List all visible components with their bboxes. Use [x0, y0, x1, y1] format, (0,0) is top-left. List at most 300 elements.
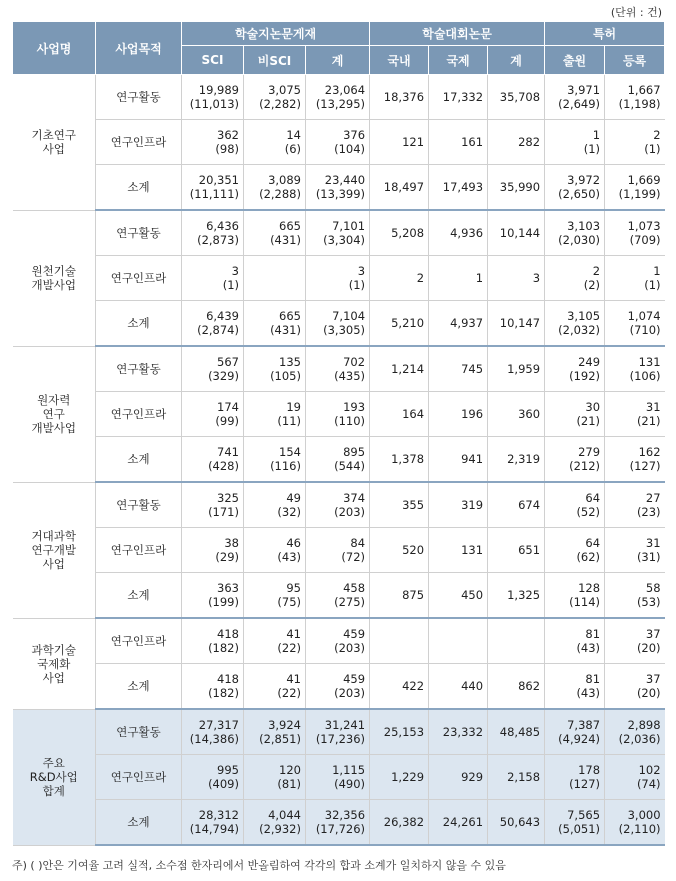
sci-value: 363	[217, 581, 239, 595]
register-value: 131	[638, 355, 661, 369]
purpose-cell: 소계	[96, 165, 182, 211]
bisci-contribution: (2,851)	[259, 732, 301, 746]
purpose-cell: 소계	[96, 573, 182, 619]
apply-cell	[545, 437, 605, 483]
conference-total-cell: 862	[488, 664, 545, 710]
purpose-cell: 연구활동	[96, 709, 182, 755]
table-row	[13, 437, 665, 483]
international-cell: 196	[429, 392, 488, 437]
journal-total-contribution: (3,305)	[323, 323, 366, 337]
bisci-contribution: (116)	[270, 459, 301, 473]
bisci-contribution: (431)	[270, 233, 301, 247]
unit-label: (단위 : 건)	[610, 6, 662, 19]
register-value: 2,898	[627, 718, 661, 732]
bisci-contribution: (43)	[277, 550, 301, 564]
register-contribution: (1,199)	[618, 187, 661, 201]
apply-cell	[545, 528, 605, 573]
journal-total-cell	[306, 528, 370, 573]
domestic-cell: 520	[370, 528, 429, 573]
bisci-contribution: (22)	[277, 686, 301, 700]
purpose-cell: 연구활동	[96, 482, 182, 528]
sci-contribution: (14,794)	[189, 822, 239, 836]
journal-total-cell	[306, 392, 370, 437]
conference-total-cell: 48,485	[488, 709, 545, 755]
bisci-contribution: (2,282)	[259, 97, 301, 111]
journal-total-value: 7,101	[332, 219, 366, 233]
apply-value: 128	[578, 581, 601, 595]
register-value: 1	[653, 264, 661, 278]
apply-cell	[545, 755, 605, 800]
register-cell	[605, 573, 665, 619]
apply-contribution: (43)	[576, 686, 601, 700]
business-name-line: 연구개발	[31, 543, 76, 557]
register-value: 31	[645, 400, 661, 414]
register-cell	[605, 346, 665, 392]
journal-total-value: 3	[357, 264, 366, 278]
header-domestic: 국내	[370, 46, 429, 75]
conference-total-cell: 10,147	[488, 301, 545, 347]
journal-total-contribution: (17,236)	[315, 732, 366, 746]
register-cell	[605, 528, 665, 573]
apply-value: 7,387	[567, 718, 601, 732]
table-row	[13, 256, 665, 301]
business-name-line: 거대과학	[31, 529, 76, 543]
business-name-line: 합계	[42, 784, 65, 798]
international-cell: 745	[429, 346, 488, 392]
register-cell	[605, 755, 665, 800]
bisci-cell	[244, 165, 306, 211]
apply-value: 178	[578, 763, 601, 777]
apply-cell	[545, 709, 605, 755]
domestic-cell: 1,214	[370, 346, 429, 392]
register-value: 37	[645, 627, 661, 641]
table-row	[13, 755, 665, 800]
conference-total-cell: 651	[488, 528, 545, 573]
table-body	[13, 75, 665, 846]
domestic-cell: 1,229	[370, 755, 429, 800]
apply-contribution: (114)	[569, 595, 601, 609]
domestic-cell: 875	[370, 573, 429, 619]
register-cell	[605, 709, 665, 755]
register-cell	[605, 482, 665, 528]
journal-total-cell	[306, 301, 370, 347]
apply-value: 2	[592, 264, 601, 278]
journal-total-contribution: (203)	[334, 641, 366, 655]
register-contribution: (1)	[644, 278, 661, 292]
bisci-cell	[244, 120, 306, 165]
journal-total-contribution: (72)	[341, 550, 366, 564]
journal-total-cell	[306, 75, 370, 120]
international-cell: 450	[429, 573, 488, 619]
bisci-cell	[244, 482, 306, 528]
apply-contribution: (212)	[569, 459, 601, 473]
apply-value: 3,103	[567, 219, 601, 233]
international-cell: 1	[429, 256, 488, 301]
register-value: 3,000	[627, 808, 661, 822]
sci-value: 741	[217, 445, 239, 459]
table-row	[13, 709, 665, 755]
sci-contribution: (2,873)	[197, 233, 239, 247]
sci-value: 38	[224, 536, 239, 550]
business-name-line: 기초연구	[31, 128, 76, 143]
purpose-cell: 연구활동	[96, 346, 182, 392]
sci-cell	[182, 709, 244, 755]
bisci-cell	[244, 346, 306, 392]
journal-total-cell	[306, 165, 370, 211]
sci-contribution: (409)	[208, 777, 239, 791]
bisci-value: 49	[286, 491, 301, 505]
sci-contribution: (14,386)	[189, 732, 239, 746]
journal-total-cell	[306, 120, 370, 165]
apply-cell	[545, 573, 605, 619]
apply-contribution: (2,650)	[558, 187, 601, 201]
business-name-cell	[13, 482, 96, 618]
sci-contribution: (11,013)	[189, 97, 239, 111]
domestic-cell: 1,378	[370, 437, 429, 483]
register-value: 1,074	[627, 309, 661, 323]
bisci-cell	[244, 800, 306, 846]
bisci-cell	[244, 256, 306, 301]
register-contribution: (20)	[636, 686, 661, 700]
international-cell: 24,261	[429, 800, 488, 846]
sci-contribution: (182)	[208, 686, 239, 700]
bisci-contribution: (75)	[277, 595, 301, 609]
domestic-cell: 2	[370, 256, 429, 301]
sci-value: 418	[217, 627, 239, 641]
conference-total-cell: 2,158	[488, 755, 545, 800]
sci-cell	[182, 301, 244, 347]
register-contribution: (53)	[636, 595, 661, 609]
bisci-value: 41	[286, 672, 301, 686]
domestic-cell	[370, 618, 429, 664]
sci-contribution: (99)	[215, 414, 239, 428]
header-journal-total: 계	[306, 46, 370, 75]
apply-contribution: (1)	[583, 142, 601, 156]
register-contribution: (20)	[636, 641, 661, 655]
sci-value: 995	[217, 763, 239, 777]
apply-value: 64	[585, 536, 601, 550]
apply-contribution: (2,649)	[558, 97, 601, 111]
international-cell	[429, 618, 488, 664]
journal-total-cell	[306, 664, 370, 710]
register-cell	[605, 210, 665, 256]
conference-total-cell: 2,319	[488, 437, 545, 483]
business-name-line: R&D사업	[29, 770, 78, 784]
conference-total-cell: 674	[488, 482, 545, 528]
purpose-cell: 연구인프라	[96, 120, 182, 165]
purpose-cell: 연구인프라	[96, 256, 182, 301]
sci-cell	[182, 256, 244, 301]
business-name-line: 사업	[42, 557, 65, 571]
bisci-cell	[244, 437, 306, 483]
sci-cell	[182, 482, 244, 528]
bisci-value: 3,075	[268, 83, 301, 97]
journal-total-cell	[306, 618, 370, 664]
apply-value: 64	[585, 491, 601, 505]
sci-value: 6,436	[206, 219, 239, 233]
international-cell: 161	[429, 120, 488, 165]
international-cell: 4,937	[429, 301, 488, 347]
bisci-cell	[244, 618, 306, 664]
journal-total-contribution: (435)	[334, 369, 366, 383]
apply-contribution: (52)	[576, 505, 601, 519]
bisci-contribution: (431)	[270, 323, 301, 337]
purpose-cell: 연구인프라	[96, 618, 182, 664]
bisci-value: 3,924	[268, 718, 301, 732]
apply-contribution: (127)	[569, 777, 601, 791]
domestic-cell: 5,210	[370, 301, 429, 347]
sci-cell	[182, 392, 244, 437]
bisci-contribution: (2,932)	[259, 822, 301, 836]
register-value: 1,667	[627, 83, 661, 97]
journal-total-value: 458	[343, 581, 366, 595]
international-cell: 17,332	[429, 75, 488, 120]
journal-total-contribution: (104)	[334, 142, 366, 156]
sci-cell	[182, 573, 244, 619]
purpose-cell: 연구인프라	[96, 755, 182, 800]
business-name-line: 주요	[42, 756, 65, 770]
journal-total-contribution: (110)	[334, 414, 366, 428]
journal-total-cell	[306, 709, 370, 755]
journal-total-value: 1,115	[332, 763, 366, 777]
domestic-cell: 18,497	[370, 165, 429, 211]
bisci-contribution: (81)	[277, 777, 301, 791]
journal-total-cell	[306, 437, 370, 483]
apply-cell	[545, 165, 605, 211]
sci-contribution: (199)	[208, 595, 239, 609]
register-contribution: (74)	[636, 777, 661, 791]
international-cell: 941	[429, 437, 488, 483]
header-international: 국제	[429, 46, 488, 75]
domestic-cell: 25,153	[370, 709, 429, 755]
sci-contribution: (29)	[215, 550, 239, 564]
business-name-line: 사업	[42, 142, 65, 157]
apply-value: 30	[585, 400, 601, 414]
sci-cell	[182, 120, 244, 165]
register-cell	[605, 120, 665, 165]
register-value: 58	[645, 581, 661, 595]
purpose-cell: 연구인프라	[96, 392, 182, 437]
register-contribution: (106)	[629, 369, 661, 383]
bisci-contribution: (22)	[277, 641, 301, 655]
bisci-contribution: (2,288)	[259, 187, 301, 201]
bisci-cell	[244, 573, 306, 619]
apply-cell	[545, 664, 605, 710]
register-contribution: (710)	[629, 323, 661, 337]
domestic-cell: 355	[370, 482, 429, 528]
apply-contribution: (2,030)	[558, 233, 601, 247]
register-value: 1,073	[627, 219, 661, 233]
purpose-cell: 연구활동	[96, 210, 182, 256]
purpose-cell: 연구활동	[96, 75, 182, 120]
bisci-value: 4,044	[268, 808, 301, 822]
bisci-value: 120	[279, 763, 301, 777]
journal-total-value: 459	[343, 672, 366, 686]
sci-value: 567	[217, 355, 239, 369]
apply-value: 1	[592, 128, 601, 142]
conference-total-cell: 282	[488, 120, 545, 165]
sci-cell	[182, 437, 244, 483]
sci-cell	[182, 528, 244, 573]
sci-cell	[182, 210, 244, 256]
domestic-cell: 422	[370, 664, 429, 710]
register-cell	[605, 618, 665, 664]
register-cell	[605, 800, 665, 846]
header-conference-total: 계	[488, 46, 545, 75]
purpose-cell: 연구인프라	[96, 528, 182, 573]
bisci-value: 41	[286, 627, 301, 641]
journal-total-contribution: (544)	[334, 459, 366, 473]
register-value: 2	[653, 128, 661, 142]
bisci-cell	[244, 664, 306, 710]
apply-cell	[545, 75, 605, 120]
bisci-contribution: (105)	[270, 369, 301, 383]
business-name-line: 국제화	[37, 656, 71, 671]
international-cell: 23,332	[429, 709, 488, 755]
sci-value: 418	[217, 672, 239, 686]
bisci-value: 154	[279, 445, 301, 459]
bisci-value: 14	[286, 128, 301, 142]
table-row	[13, 482, 665, 528]
register-contribution: (2,036)	[618, 732, 661, 746]
sci-value: 27,317	[198, 718, 239, 732]
register-value: 102	[638, 763, 661, 777]
purpose-cell: 소계	[96, 437, 182, 483]
journal-total-cell	[306, 573, 370, 619]
journal-total-contribution: (13,295)	[315, 97, 366, 111]
purpose-cell: 소계	[96, 664, 182, 710]
register-value: 1,669	[627, 173, 661, 187]
header-bisci: 비SCI	[244, 46, 306, 75]
business-name-cell	[13, 709, 96, 845]
table-row	[13, 573, 665, 619]
journal-total-contribution: (203)	[334, 505, 366, 519]
header-conference: 학술대회논문	[370, 22, 545, 46]
journal-total-contribution: (203)	[334, 686, 366, 700]
journal-total-cell	[306, 800, 370, 846]
bisci-contribution: (6)	[284, 142, 301, 156]
table-row	[13, 346, 665, 392]
business-name-cell	[13, 618, 96, 709]
apply-value: 3,971	[567, 83, 601, 97]
bisci-value: 665	[279, 309, 301, 323]
domestic-cell: 5,208	[370, 210, 429, 256]
sci-value: 19,989	[198, 83, 239, 97]
sci-cell	[182, 800, 244, 846]
journal-total-contribution: (17,726)	[315, 822, 366, 836]
header-register: 등록	[605, 46, 665, 75]
apply-value: 7,565	[567, 808, 601, 822]
apply-value: 3,972	[567, 173, 601, 187]
apply-cell	[545, 482, 605, 528]
sci-cell	[182, 618, 244, 664]
international-cell: 929	[429, 755, 488, 800]
bisci-value: 3,089	[268, 173, 301, 187]
journal-total-value: 702	[343, 355, 366, 369]
table-row	[13, 120, 665, 165]
journal-total-value: 84	[350, 536, 366, 550]
sci-value: 362	[217, 128, 239, 142]
apply-cell	[545, 618, 605, 664]
international-cell: 440	[429, 664, 488, 710]
sci-cell	[182, 75, 244, 120]
sci-value: 325	[217, 491, 239, 505]
bisci-value: 46	[286, 536, 301, 550]
business-name-line: 원자력	[37, 393, 71, 407]
register-value: 27	[645, 491, 661, 505]
footnote: 주) ( )안은 기여율 고려 실적, 소수점 한자리에서 반올림하여 각각의 합과 소계가 일치하지 않을 수 있음	[12, 859, 506, 872]
register-value: 31	[645, 536, 661, 550]
conference-total-cell	[488, 618, 545, 664]
apply-cell	[545, 210, 605, 256]
apply-cell	[545, 120, 605, 165]
journal-total-value: 193	[343, 400, 366, 414]
apply-contribution: (192)	[569, 369, 601, 383]
register-cell	[605, 75, 665, 120]
international-cell: 4,936	[429, 210, 488, 256]
international-cell: 319	[429, 482, 488, 528]
header-purpose: 사업목적	[96, 22, 182, 75]
bisci-cell	[244, 301, 306, 347]
apply-value: 279	[578, 445, 601, 459]
apply-contribution: (21)	[576, 414, 601, 428]
header-journal: 학술지논문게재	[182, 22, 370, 46]
bisci-cell	[244, 755, 306, 800]
sci-cell	[182, 664, 244, 710]
business-name-line: 과학기술	[31, 642, 76, 657]
sci-contribution: (171)	[208, 505, 239, 519]
journal-total-value: 23,440	[324, 173, 366, 187]
apply-cell	[545, 301, 605, 347]
conference-total-cell: 10,144	[488, 210, 545, 256]
sci-contribution: (98)	[215, 142, 239, 156]
bisci-cell	[244, 210, 306, 256]
bisci-cell	[244, 528, 306, 573]
apply-contribution: (4,924)	[558, 732, 601, 746]
bisci-contribution: (32)	[277, 505, 301, 519]
register-cell	[605, 256, 665, 301]
apply-cell	[545, 346, 605, 392]
header-apply: 출원	[545, 46, 605, 75]
sci-cell	[182, 755, 244, 800]
register-contribution: (1)	[644, 142, 661, 156]
sci-value: 6,439	[206, 309, 239, 323]
table-row	[13, 392, 665, 437]
business-name-cell	[13, 346, 96, 482]
business-name-line: 사업	[42, 670, 65, 685]
domestic-cell: 26,382	[370, 800, 429, 846]
register-value: 37	[645, 672, 661, 686]
bisci-value: 19	[286, 400, 301, 414]
sci-cell	[182, 346, 244, 392]
journal-total-contribution: (1)	[348, 278, 366, 292]
apply-contribution: (2,032)	[558, 323, 601, 337]
table-row	[13, 618, 665, 664]
register-contribution: (127)	[629, 459, 661, 473]
journal-total-cell	[306, 755, 370, 800]
apply-cell	[545, 256, 605, 301]
bisci-cell	[244, 392, 306, 437]
register-cell	[605, 437, 665, 483]
bisci-value: 135	[279, 355, 301, 369]
register-contribution: (31)	[636, 550, 661, 564]
international-cell: 131	[429, 528, 488, 573]
header-business: 사업명	[13, 22, 96, 75]
journal-total-cell	[306, 210, 370, 256]
table-row	[13, 165, 665, 211]
sci-value: 28,312	[198, 808, 239, 822]
table-row	[13, 664, 665, 710]
